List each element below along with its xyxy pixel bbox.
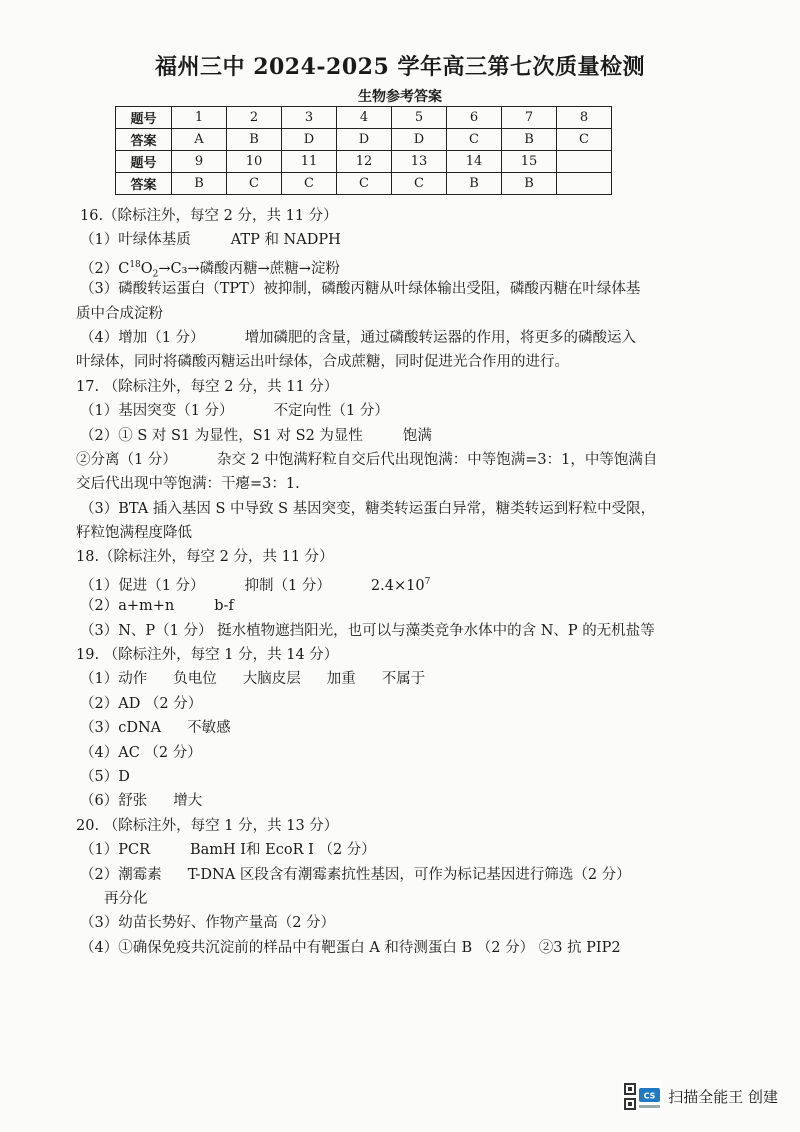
- q17-1-text-a: （1）基因突变（1 分）: [80, 403, 234, 420]
- answer-cell: B: [502, 129, 557, 151]
- answer-cell: C: [282, 173, 337, 195]
- q20-2-text-a: （2）潮霉素: [80, 866, 162, 883]
- q16-line-4: [80, 326, 680, 350]
- q19-6-text-b: 增大: [173, 793, 203, 810]
- q18-1-text-b: 抑制（1 分）: [244, 577, 331, 594]
- q19-1-item-0: （1）动作: [80, 671, 148, 688]
- answer-cell: D: [337, 129, 392, 151]
- q19-line-6: [80, 789, 680, 813]
- answer-table-answer-row: [116, 173, 612, 195]
- q18-heading: 18.（除标注外，每空 2 分，共 11 分）: [76, 549, 334, 566]
- q20-1-text-a: （1）PCR: [80, 842, 150, 859]
- answer-cell: [557, 173, 612, 195]
- q17-heading: 17. （除标注外，每空 2 分，共 11 分）: [76, 378, 339, 395]
- q18-1-text-a: （1）促进（1 分）: [80, 577, 205, 594]
- question-number-cell: 15: [502, 151, 557, 173]
- q20-2-text-b: T-DNA 区段含有潮霉素抗性基因，可作为标记基因进行筛选（2 分）: [187, 866, 631, 883]
- page-title: 福州三中 2024-2025 学年高三第七次质量检测: [155, 54, 645, 80]
- answer-content: [76, 204, 680, 960]
- q20-line-1: [80, 838, 680, 862]
- question-number-cell: 7: [502, 107, 557, 129]
- q17-line-2: [80, 424, 680, 448]
- q16-heading: 16.（除标注外，每空 2 分，共 11 分）: [80, 208, 338, 224]
- answer-cell: A: [172, 129, 227, 151]
- q17-line-3: [76, 448, 680, 472]
- question-number-cell: 2: [227, 107, 282, 129]
- q17-line-3c: 交后代出现中等饱满：干瘪=3：1.: [76, 476, 300, 493]
- question-number-cell: 6: [447, 107, 502, 129]
- q18-1-text-c: 2.4×10: [370, 577, 425, 594]
- q16-line-2: [80, 253, 680, 280]
- question-number-cell: 14: [447, 151, 502, 173]
- answer-cell: B: [227, 129, 282, 151]
- q20-line-3: （3）幼苗长势好、作物产量高（2 分）: [80, 915, 336, 932]
- q17-3-text-a: ②分离（1 分）: [76, 451, 177, 468]
- q16-4-text-b: 增加磷肥的含量，通过磷酸转运器的作用，将更多的磷酸运入: [244, 329, 637, 346]
- answer-table-number-row: [116, 107, 612, 129]
- answer-table-number-row: [116, 151, 612, 173]
- q16-2-sup: 18: [129, 259, 141, 270]
- question-number-cell: 13: [392, 151, 447, 173]
- q16-line-3b: 质中合成淀粉: [76, 305, 163, 322]
- answer-cell: C: [447, 129, 502, 151]
- q17-1-text-b: 不定向性（1 分）: [273, 403, 389, 420]
- q18-line-1: [80, 570, 680, 594]
- question-number-cell: [557, 151, 612, 173]
- q18-2-text-a: （2）a+m+n: [80, 598, 175, 615]
- question-number-cell: 11: [282, 151, 337, 173]
- question-number-cell: 1: [172, 107, 227, 129]
- q20-line-2c: 再分化: [104, 890, 148, 907]
- answer-cell: D: [282, 129, 337, 151]
- q19-line-1: [80, 667, 680, 691]
- question-number-cell: 10: [227, 151, 282, 173]
- row-label-number: 题号: [116, 151, 172, 173]
- answer-cell: C: [392, 173, 447, 195]
- q19-line-4: （4）AC （2 分）: [80, 744, 202, 761]
- scanner-watermark: [622, 1080, 778, 1112]
- q17-3-text-b: 杂交 2 中饱满籽粒自交后代出现饱满：中等饱满=3：1，中等饱满自: [216, 451, 658, 468]
- question-number-cell: 4: [337, 107, 392, 129]
- answer-table: [115, 106, 612, 195]
- q16-1-text-a: （1）叶绿体基质: [80, 232, 191, 249]
- q17-line-4b: 籽粒饱满程度降低: [76, 525, 192, 542]
- q19-1-item-1: 负电位: [173, 671, 217, 688]
- answer-cell: C: [227, 173, 282, 195]
- q20-line-4: （4）①确保免疫共沉淀前的样品中有靶蛋白 A 和待测蛋白 B （2 分） ②3 抗 PIP2: [80, 939, 621, 956]
- q20-line-2: [80, 863, 680, 887]
- q20-heading: 20. （除标注外，每空 1 分，共 13 分）: [76, 817, 339, 834]
- q17-2-text-b: 饱满: [402, 427, 432, 444]
- q20-1-text-b: BamH Ⅰ和 EcoR Ⅰ （2 分）: [190, 842, 376, 859]
- q16-line-3: （3）磷酸转运蛋白（TPT）被抑制，磷酸丙糖从叶绿体输出受阻，磷酸丙糖在叶绿体基: [80, 281, 641, 298]
- answer-table-answer-row: [116, 129, 612, 151]
- question-number-cell: 9: [172, 151, 227, 173]
- q16-2-text: →C₃→磷酸丙糖→蔗糖→淀粉: [158, 260, 340, 277]
- answer-cell: B: [172, 173, 227, 195]
- q19-3-text-b: 不敏感: [187, 720, 231, 737]
- answer-cell: D: [392, 129, 447, 151]
- q19-3-text-a: （3）cDNA: [80, 720, 162, 737]
- q17-line-1: [80, 399, 680, 423]
- question-number-cell: 3: [282, 107, 337, 129]
- q19-line-5: （5）D: [80, 768, 130, 785]
- answer-cell: B: [502, 173, 557, 195]
- q16-line-1: [80, 228, 680, 252]
- q18-2-text-b: b-f: [214, 598, 234, 615]
- q16-line-4c: 叶绿体，同时将磷酸丙糖运出叶绿体，合成蔗糖，同时促进光合作用的进行。: [76, 354, 569, 371]
- q18-line-2: [80, 594, 680, 618]
- question-number-cell: 12: [337, 151, 392, 173]
- q19-6-text-a: （6）舒张: [80, 793, 148, 810]
- row-label-answer: 答案: [116, 173, 172, 195]
- q19-1-item-2: 大脑皮层: [242, 671, 301, 688]
- q16-2-prefix: （2）C: [80, 260, 130, 277]
- q19-line-3: [80, 716, 680, 740]
- q16-1-text-b: ATP 和 NADPH: [230, 232, 341, 249]
- answer-cell: C: [557, 129, 612, 151]
- q18-1-sup: 7: [424, 576, 431, 587]
- q16-2-mid: O: [140, 260, 153, 277]
- question-number-cell: 5: [392, 107, 447, 129]
- scanner-watermark-text: 扫描全能王 创建: [668, 1087, 778, 1106]
- q18-line-3: （3）N、P（1 分） 挺水植物遮挡阳光，也可以与藻类竞争水体中的含 N、P 的无机盐等: [80, 622, 655, 639]
- q19-1-item-4: 不属于: [381, 671, 426, 688]
- scanner-logo-label: CS: [643, 1091, 656, 1101]
- row-label-number: 题号: [116, 107, 172, 129]
- scanner-logo-icon: [622, 1080, 662, 1112]
- q16-2-sub: 2: [152, 269, 159, 280]
- answer-cell: B: [447, 173, 502, 195]
- answer-cell: C: [337, 173, 392, 195]
- q17-2-text-a: （2）① S 对 S1 为显性，S1 对 S2 为显性: [80, 427, 363, 444]
- q17-line-4: （3）BTA 插入基因 S 中导致 S 基因突变，糖类转运蛋白异常，糖类转运到籽粒中受限，: [80, 500, 656, 517]
- question-number-cell: 8: [557, 107, 612, 129]
- row-label-answer: 答案: [116, 129, 172, 151]
- q19-heading: 19. （除标注外，每空 1 分，共 14 分）: [76, 647, 339, 664]
- q16-4-text-a: （4）增加（1 分）: [80, 329, 205, 346]
- q19-1-item-3: 加重: [326, 671, 356, 688]
- page-subtitle: 生物参考答案: [358, 89, 442, 105]
- q19-line-2: （2）AD （2 分）: [80, 695, 203, 712]
